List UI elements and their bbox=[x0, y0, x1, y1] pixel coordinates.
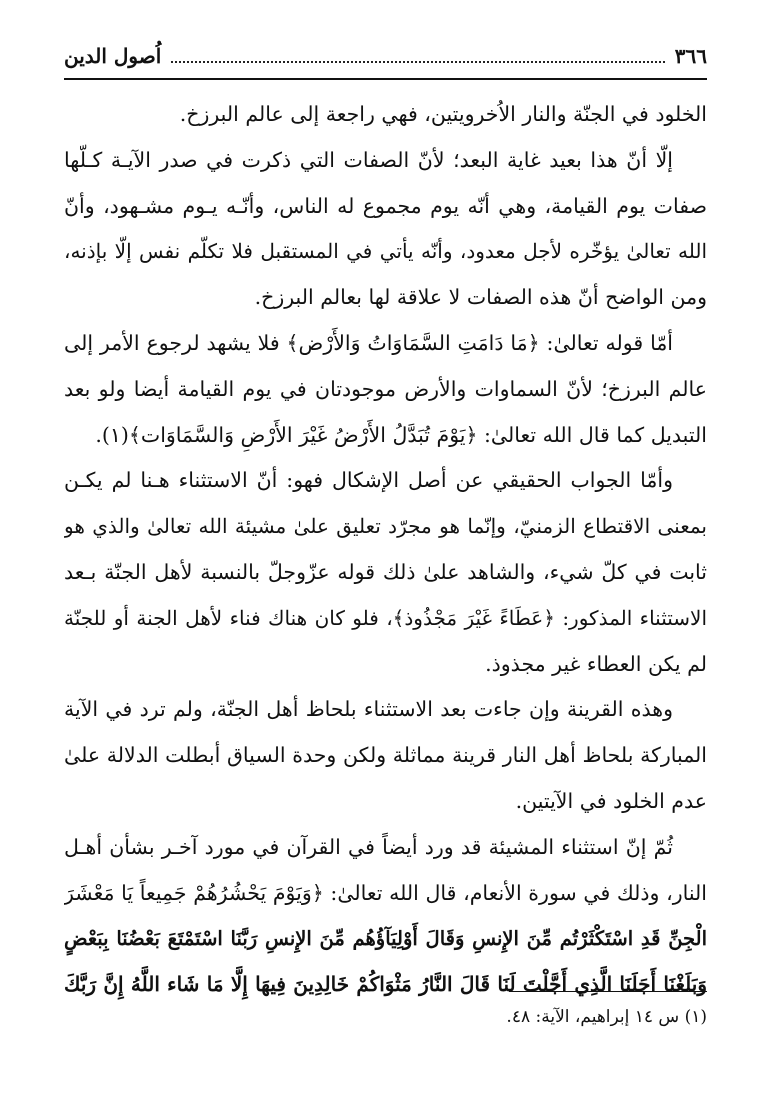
text-line: الخلود في الجنّة والنار الاُخرويتين، فهي راجعة إلى عالم البرزخ. bbox=[179, 102, 707, 126]
page-header bbox=[64, 34, 707, 78]
header-dot-leader bbox=[171, 61, 664, 63]
text-line: ومن الواضح أنّ هذه الصفات لا علاقة لها بعالم البرزخ. bbox=[254, 285, 707, 310]
text-line: لم يكن العطاء غير مجذوذ. bbox=[485, 651, 707, 676]
page-number: ٣٦٦ bbox=[674, 44, 707, 68]
text-line: التبديل كما قال الله تعالىٰ: ﴿يَوْمَ تُبَدَّلُ الأَرْضُ غَيْرَ الأَرْضِ وَالسَّمَاوَات﴾(١). bbox=[95, 422, 707, 447]
text-line: صفات يوم القيامة، وهي أنّه يوم مجموع له الناس، وأنّـه يـوم مشـهود، وأنّ bbox=[64, 193, 707, 218]
quran-verse-line: وَبَلَغْنَا أَجَلَنَا الَّذِي أَجَّلْتَ لَنَا قَالَ النَّارُ مَثْوَاكُمْ خَالِدِينَ فِيهَا إِلَّا مَا شَاء اللَّهُ إِنَّ رَبَّكَ bbox=[64, 972, 707, 997]
text-line: إلّا أنّ هذا بعيد غاية البعد؛ لأنّ الصفات التي ذكرت في صدر الآيـة كـلّها bbox=[64, 147, 673, 172]
text-line: النار، وذلك في سورة الأنعام، قال الله تعالىٰ: ﴿وَيَوْمَ يَحْشُرُهُمْ جَمِيعاً يَا مَعْشَرَ bbox=[64, 880, 707, 905]
text-line: بمعنى الاقتطاع الزمنيّ، وإنّما هو مجرّد تعليق علىٰ مشيئة الله تعالىٰ والذي هو bbox=[64, 514, 707, 539]
quran-verse-line: الْجِنِّ قَدِ اسْتَكْثَرْتُم مِّنَ الإِنسِ وَقَالَ أَوْلِيَآؤُهُم مِّنَ الإِنسِ رَبَّنَا اسْتَمْتَعَ بَعْضُنَا بِبَعْضٍ bbox=[64, 927, 707, 951]
running-title: اُصول الدين bbox=[64, 44, 162, 68]
text-line: الله تعالىٰ يؤخّره لأجل معدود، وأنّه يأتي في المستقبل فلا تكلّم نفس إلّا بإذنه، bbox=[64, 239, 707, 264]
text-line: المباركة بلحاظ أهل النار قرينة مماثلة ولكن وحدة السياق أبطلت الدلالة علىٰ bbox=[64, 743, 707, 768]
header-rule bbox=[64, 78, 707, 80]
text-line: الاستثناء المذكور: ﴿عَطَاءً غَيْرَ مَجْذُوذ﴾، فلو كان هناك فناء لأهل الجنة أو للجنّة bbox=[64, 605, 707, 630]
text-line: وهذه القرينة وإن جاءت بعد الاستثناء بلحاظ أهل الجنّة، ولم ترد في الآية bbox=[64, 697, 673, 722]
body-text bbox=[64, 92, 707, 1008]
text-line: عالم البرزخ؛ لأنّ السماوات والأرض موجودتان في يوم القيامة أيضا ولو بعد bbox=[64, 376, 707, 401]
footnote-rule bbox=[509, 991, 707, 992]
text-line: وأمّا الجواب الحقيقي عن أصل الإشكال فهو: أنّ الاستثناء هـنا لم يكـن bbox=[64, 468, 673, 493]
footnote: (١) س ١٤ إبراهيم، الآية: ٤٨. bbox=[506, 1007, 707, 1027]
text-line: أمّا قوله تعالىٰ: ﴿مَا دَامَتِ السَّمَاوَاتُ وَالأَرْض﴾ فلا يشهد لرجوع الأمر إلى bbox=[64, 330, 673, 355]
text-line: ثابت في كلّ شيء، والشاهد علىٰ ذلك قوله عزّوجلّ بالنسبة لأهل الجنّة بـعد bbox=[64, 559, 707, 584]
text-line: ثُمّ إنّ استثناء المشيئة قد ورد أيضاً في القرآن في مورد آخـر بشأن أهـل bbox=[64, 834, 673, 859]
text-line: عدم الخلود في الآيتين. bbox=[515, 788, 707, 813]
